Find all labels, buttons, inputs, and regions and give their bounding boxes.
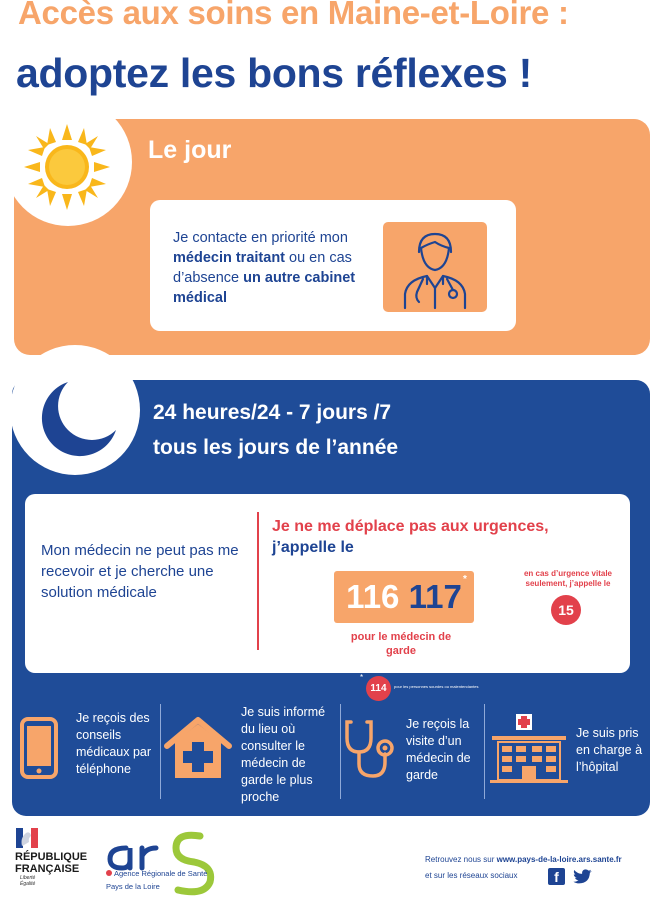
follow-prefix: Retrouvez nous sur [425,855,497,864]
facebook-icon[interactable]: f [548,868,565,885]
day-text-part1: Je contacte en priorité mon [173,230,348,246]
day-text-bold2: un autre cabinet médical [173,270,356,306]
page-title-line1: Accès aux soins en Maine-et-Loire : [18,0,569,31]
day-text-bold1: médecin traitant [173,250,285,266]
situation-text: Mon médecin ne peut pas me recevoir et je cherche une solution médicale [41,542,239,601]
day-text-part2: ou en cas d’absence [173,250,352,286]
garde-label: pour le médecin de garde [350,631,452,657]
emergency-15-badge[interactable]: 15 [551,595,581,625]
rf-line2: FRANÇAISE [15,863,80,875]
stethoscope-icon [343,718,399,780]
devise-line2: Égalité [20,881,36,887]
social-text: et sur les réseaux sociaux [425,871,518,880]
hospital-icon [488,710,570,784]
step-1-text: Je reçois des conseils médicaux par téléphone [76,711,152,776]
ars-subtitle-line2: Pays de la Loire [106,882,160,891]
devise [20,875,35,887]
doctor-icon-box [383,222,487,312]
night-heading-line2: tous les jours de l’année [153,436,399,459]
twitter-icon[interactable] [573,869,593,885]
number-part1: 116 [346,578,409,615]
page-title-line2: adoptez les bons réflexes ! [16,50,532,96]
step-2-text: Je suis informé du lieu où consulter le médecin de garde le plus proche [241,705,326,804]
call-heading: j’appelle le [272,539,354,556]
step-separator [160,704,161,799]
day-text [173,228,378,308]
step-4-text: Je suis pris en charge à l’hôpital [576,726,643,774]
ars-red-dot [106,870,112,876]
devise-line1: Liberté [20,875,36,881]
republique-francaise [15,851,87,875]
deaf-asterisk: * [360,673,364,682]
sun-icon [22,122,112,212]
vital-emergency-text: en cas d’urgence vitale seulement, j’appelle le [523,569,613,588]
ars-subtitle-line1 [106,869,207,878]
phone-icon [20,717,58,779]
moon-icon [30,378,120,458]
step-separator [340,704,341,799]
no-emergency-heading: Je ne me déplace pas aux urgences, [272,518,549,535]
doctor-icon [383,222,487,312]
deaf-note: pour les personnes sourdes ou malentendantes [394,684,479,689]
day-heading: Le jour [148,136,232,164]
rf-line1: RÉPUBLIQUE [15,851,88,863]
deaf-114-badge[interactable]: 114 [366,676,391,701]
night-heading-line1: 24 heures/24 - 7 jours /7 [153,401,392,424]
red-divider [257,512,259,650]
marianne-logo [16,828,38,848]
website-link[interactable]: www.pays-de-la-loire.ars.sante.fr [496,855,622,864]
ars-line1-text: Agence Régionale de Santé [114,869,208,878]
number-part2: 117 [408,578,462,615]
step-separator [484,704,485,799]
step-3-text: Je reçois la visite d’un médecin de garde [406,717,471,782]
phone-number-116117[interactable] [334,571,474,623]
medical-house-icon [163,716,233,782]
emergency-asterisk: * [580,595,584,604]
follow-us-text [425,855,622,864]
number-asterisk: * [463,574,467,585]
